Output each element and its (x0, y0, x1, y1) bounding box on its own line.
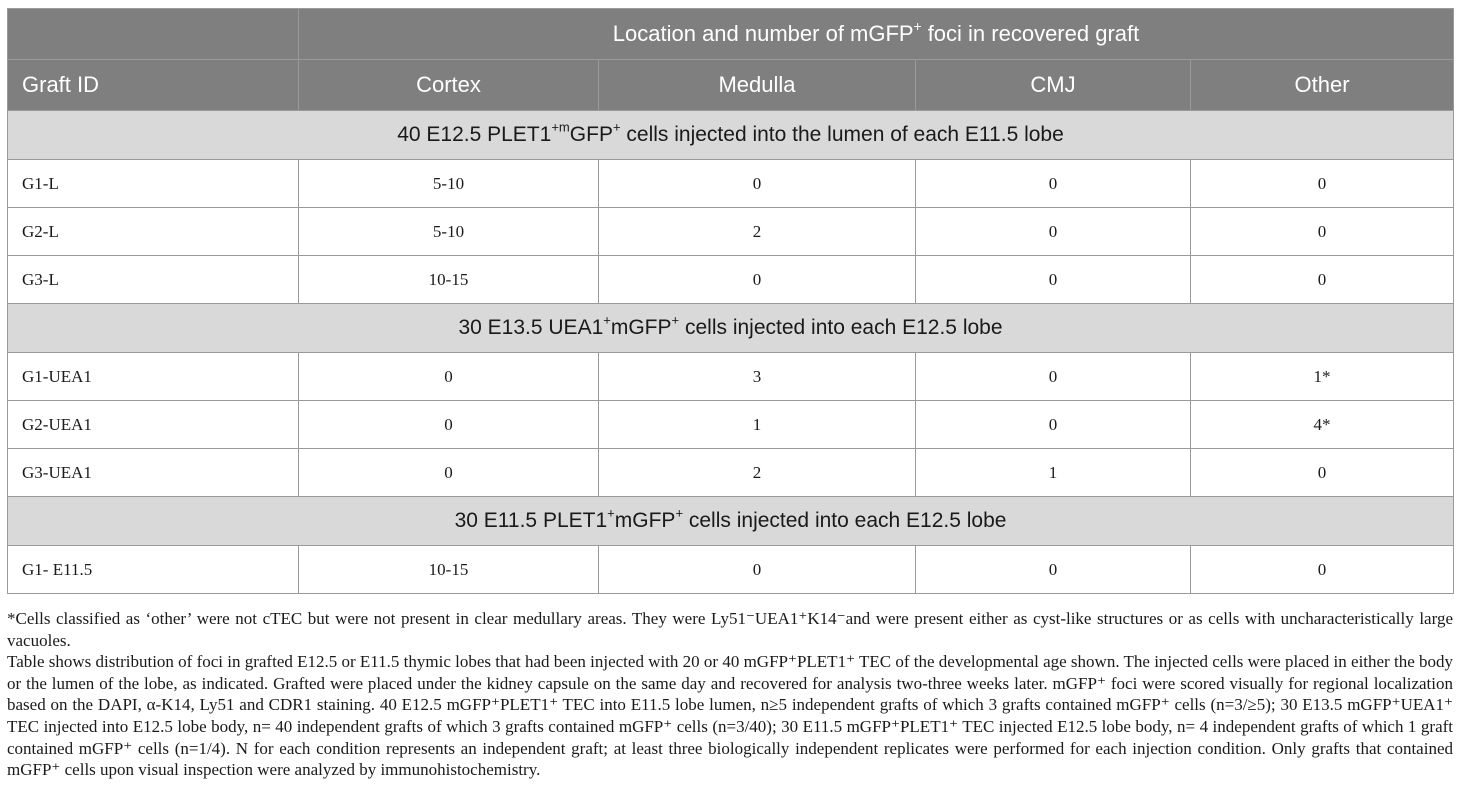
cell-other: 0 (1191, 449, 1454, 497)
table-row (8, 449, 1454, 497)
table-row (8, 353, 1454, 401)
cell-graft-id: G1- E11.5 (8, 546, 299, 594)
header-span-cell: Location and number of mGFP+ foci in recovered graft (299, 9, 1454, 60)
cell-cmj: 0 (916, 401, 1191, 449)
cell-cortex: 5-10 (299, 208, 599, 256)
footnote: *Cells classified as ‘other’ were not cTEC but were not present in clear medullary areas. They were Ly51⁻UEA1⁺K14⁻and were present either as cyst-like structures or as cells with uncharacteristically large vacuoles. (7, 609, 1453, 650)
header-empty-cell (8, 9, 299, 60)
table-row (8, 160, 1454, 208)
group-label: 30 E13.5 UEA1+mGFP+ cells injected into each E12.5 lobe (8, 304, 1454, 353)
cell-other: 0 (1191, 256, 1454, 304)
cell-medulla: 2 (599, 449, 916, 497)
table-row (8, 208, 1454, 256)
cell-graft-id: G1-UEA1 (8, 353, 299, 401)
table-row (8, 401, 1454, 449)
cell-other: 4* (1191, 401, 1454, 449)
table-row (8, 256, 1454, 304)
group-header-row (8, 111, 1454, 160)
cell-cmj: 0 (916, 256, 1191, 304)
cell-cortex: 10-15 (299, 256, 599, 304)
caption: Table shows distribution of foci in grafted E12.5 or E11.5 thymic lobes that had been injected with 20 or 40 mGFP⁺PLET1⁺ TEC of the developmental age shown. The injected cells were placed in either the body or the lumen of the lobe, as indicated. Grafted were placed under the kidney capsule on the same day and recovered for analysis two-three weeks later. mGFP⁺ foci were scored visually for regional localization based on the DAPI, α-K14, Ly51 and CDR1 staining. 40 E12.5 mGFP⁺PLET1⁺ TEC into E11.5 lobe lumen, n≥5 independent grafts of which 3 grafts contained mGFP⁺ cells (n=3/≥5); 30 E13.5 mGFP⁺UEA1⁺ TEC injected into E12.5 lobe body, n= 40 independent grafts of which 3 grafts contained mGFP⁺ cells (n=3/40); 30 E11.5 mGFP⁺PLET1⁺ TEC injected E12.5 lobe body, n= 4 independent grafts of which 1 graft contained mGFP⁺ cells (n=1/4). N for each condition represents an independent graft; at least three biologically independent replicates were performed for each injection condition. Only grafts that contained mGFP⁺ cells upon visual inspection were analyzed by immunohistochemistry. (7, 652, 1453, 780)
cell-other: 1* (1191, 353, 1454, 401)
cell-medulla: 0 (599, 160, 916, 208)
header-row-columns (8, 60, 1454, 111)
cell-medulla: 1 (599, 401, 916, 449)
cell-cmj: 0 (916, 160, 1191, 208)
column-header-medulla: Medulla (599, 60, 916, 111)
group-header-row (8, 497, 1454, 546)
cell-other: 0 (1191, 546, 1454, 594)
table-notes (7, 608, 1453, 781)
column-header-cmj: CMJ (916, 60, 1191, 111)
group-label: 30 E11.5 PLET1+mGFP+ cells injected into each E12.5 lobe (8, 497, 1454, 546)
cell-cmj: 0 (916, 546, 1191, 594)
cell-graft-id: G3-L (8, 256, 299, 304)
cell-graft-id: G2-L (8, 208, 299, 256)
cell-cmj: 0 (916, 208, 1191, 256)
column-header-cortex: Cortex (299, 60, 599, 111)
table-row (8, 546, 1454, 594)
group-header-row (8, 304, 1454, 353)
results-table (7, 8, 1454, 594)
cell-cortex: 0 (299, 353, 599, 401)
cell-medulla: 2 (599, 208, 916, 256)
column-header-graft-id: Graft ID (8, 60, 299, 111)
cell-cortex: 0 (299, 401, 599, 449)
group-label: 40 E12.5 $PLET1^{+m}GFP^+$ cells injected into the lumen of each E11.5 lobe (8, 111, 1454, 160)
header-row-top (8, 9, 1454, 60)
cell-graft-id: G2-UEA1 (8, 401, 299, 449)
cell-medulla: 3 (599, 353, 916, 401)
cell-other: 0 (1191, 208, 1454, 256)
cell-cmj: 1 (916, 449, 1191, 497)
cell-cmj: 0 (916, 353, 1191, 401)
cell-other: 0 (1191, 160, 1454, 208)
cell-graft-id: G1-L (8, 160, 299, 208)
column-header-other: Other (1191, 60, 1454, 111)
cell-cortex: 5-10 (299, 160, 599, 208)
cell-cortex: 10-15 (299, 546, 599, 594)
cell-graft-id: G3-UEA1 (8, 449, 299, 497)
cell-cortex: 0 (299, 449, 599, 497)
cell-medulla: 0 (599, 546, 916, 594)
cell-medulla: 0 (599, 256, 916, 304)
